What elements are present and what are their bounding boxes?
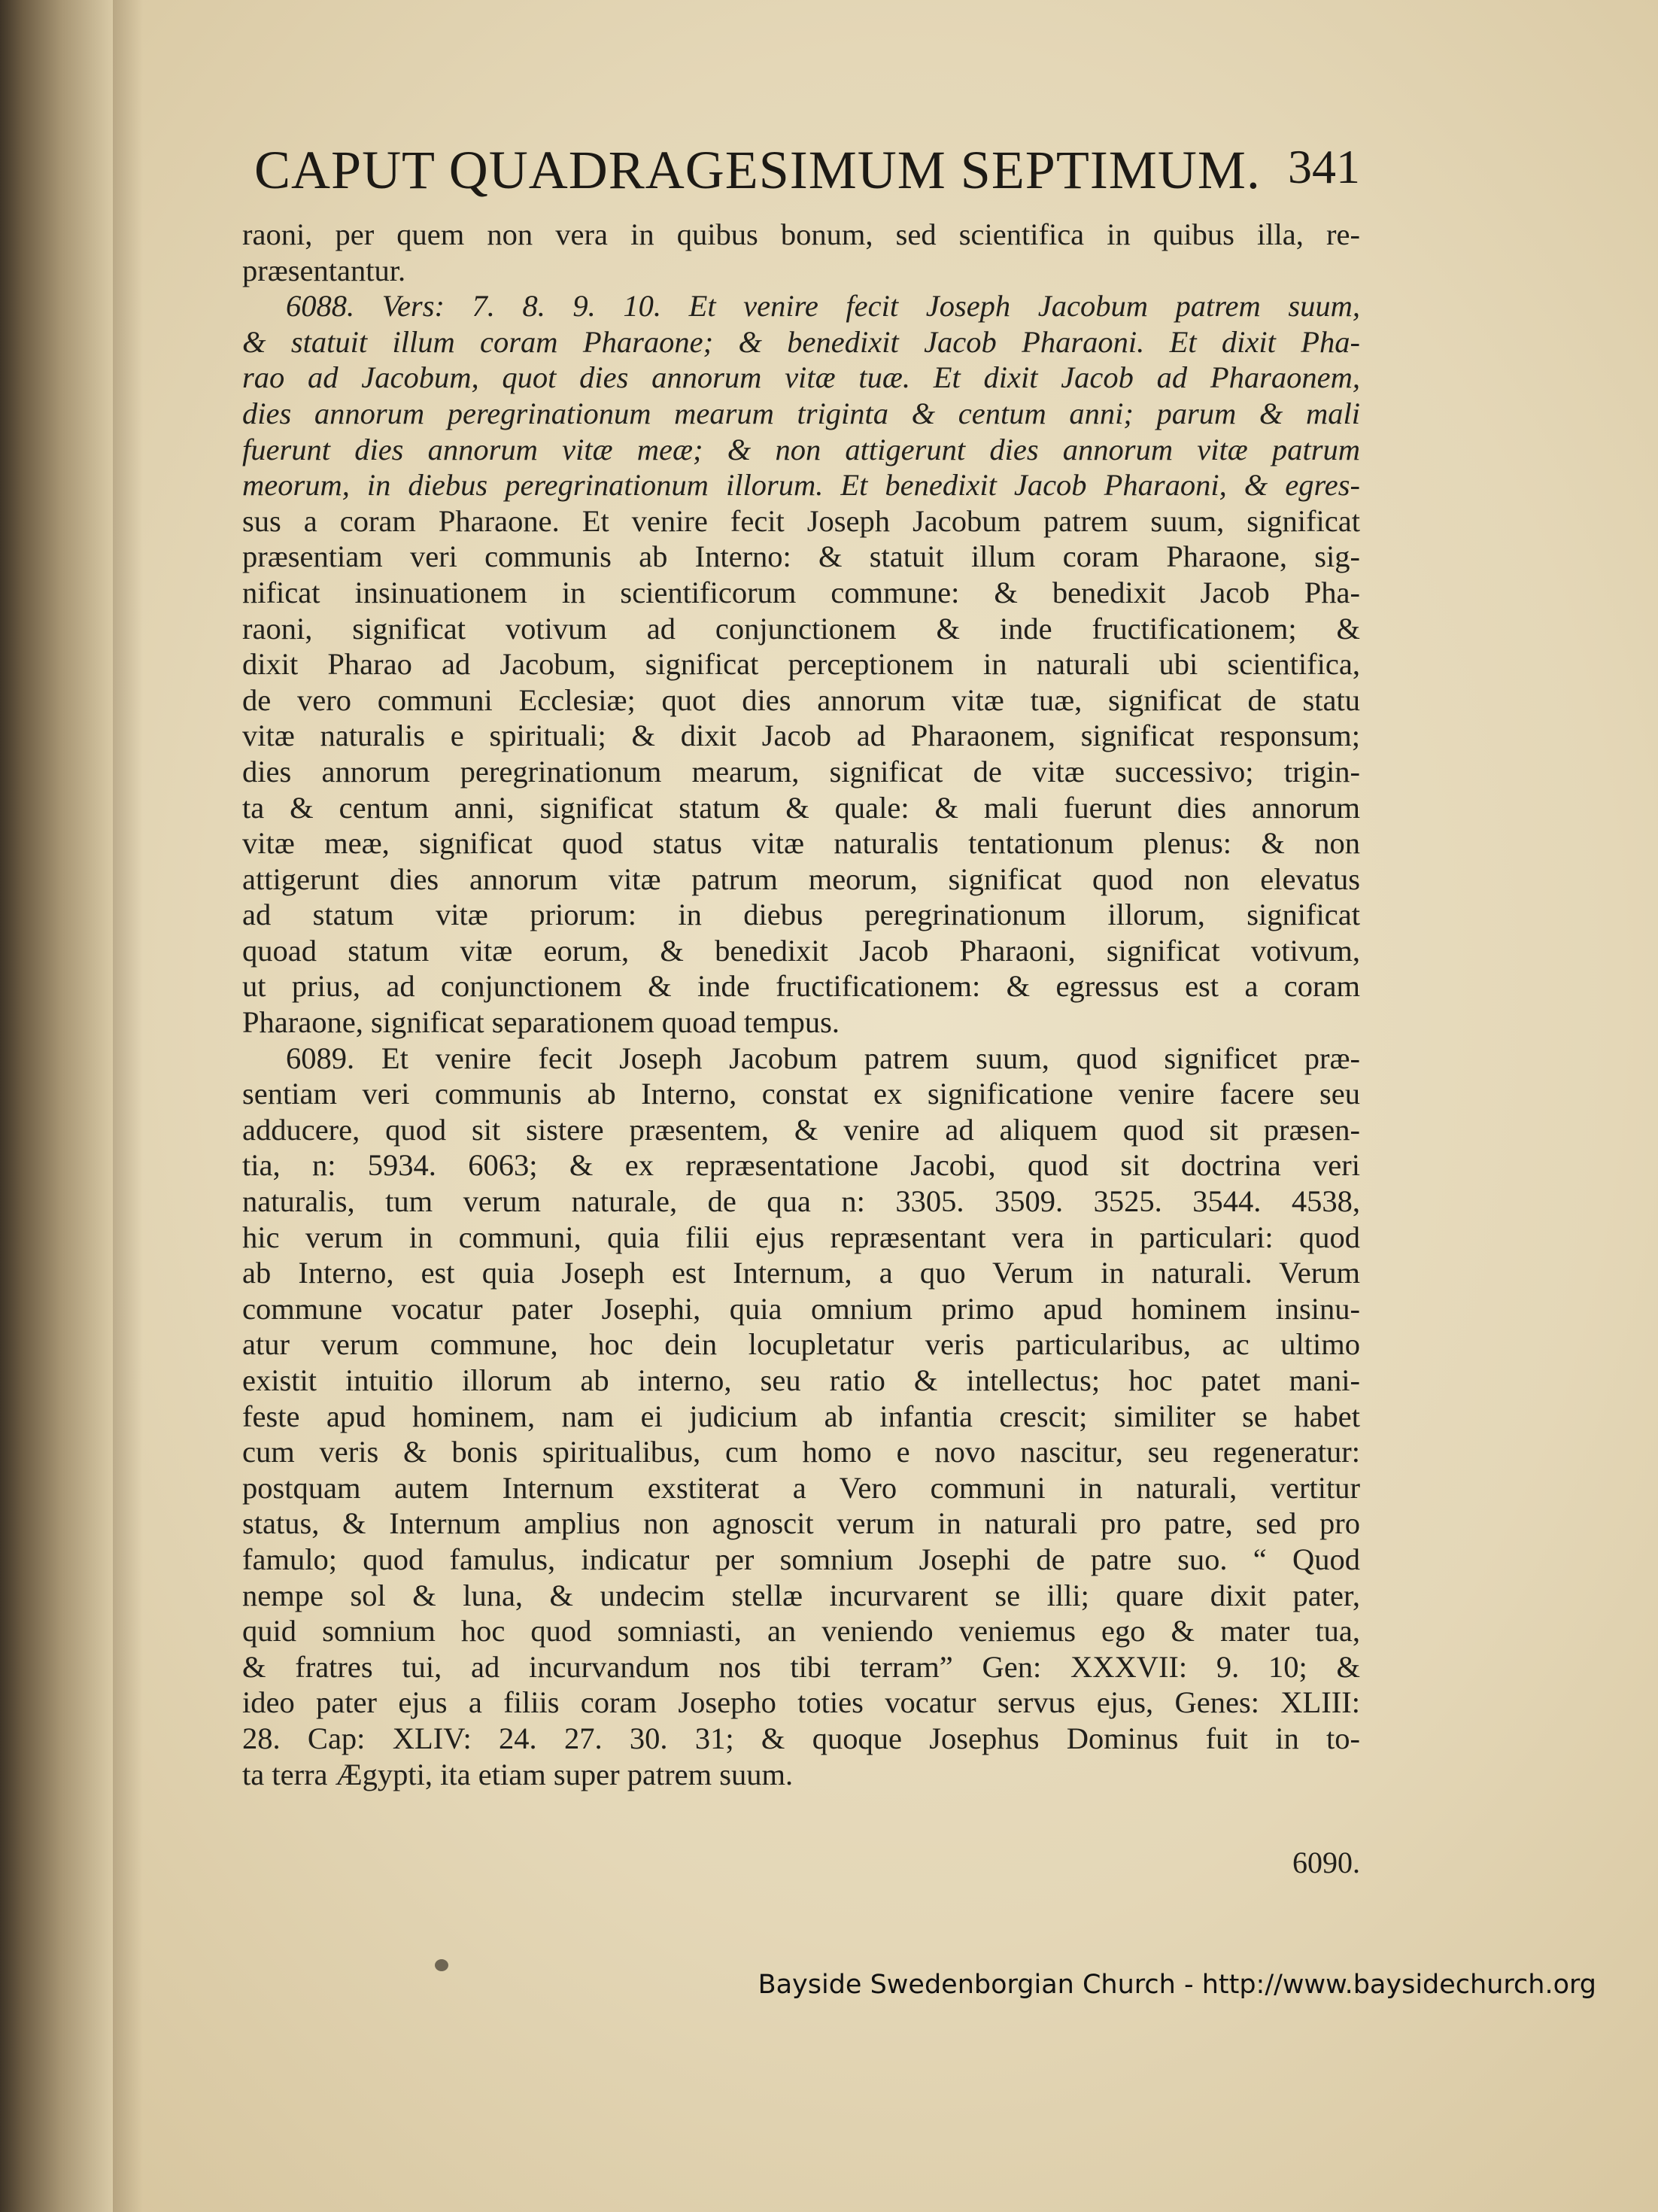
text-line: cum veris & bonis spiritualibus, cum homo e novo nascitur, seu regeneratur: — [242, 1435, 1360, 1469]
text-line: nificat insinuationem in scientificorum commune: & benedixit Jacob Pha- — [242, 575, 1360, 609]
text-line: Pharaone, significat separationem quoad tempus. — [242, 1005, 840, 1040]
text-line: ta terra Ægypti, ita etiam super patrem suum. — [242, 1757, 794, 1791]
text-line: dixit Pharao ad Jacobum, significat perceptionem in naturali ubi scientifica, — [242, 647, 1360, 682]
text-line: status, & Internum amplius non agnoscit verum in naturali pro patre, sed pro — [242, 1506, 1360, 1541]
text-line: fuerunt dies annorum vitæ meæ; & non attigerunt dies annorum vitæ patrum — [242, 432, 1360, 466]
text-line: ad statum vitæ priorum: in diebus peregrinationum illorum, significat — [242, 898, 1360, 932]
catchword: 6090. — [1292, 1846, 1360, 1879]
text-line: meorum, in diebus peregrinationum illorum. Et benedixit Jacob Pharaoni, & egres- — [242, 468, 1360, 503]
text-line: sus a coram Pharaone. Et venire fecit Joseph Jacobum patrem suum, significat — [242, 503, 1360, 538]
body-text — [242, 217, 1360, 1792]
text-line: de vero communi Ecclesiæ; quot dies annorum vitæ tuæ, significat de statu — [242, 682, 1360, 717]
text-line: adducere, quod sit sistere præsentem, & venire ad aliquem quod sit præsen- — [242, 1112, 1360, 1147]
page-number: 341 — [1288, 140, 1360, 193]
running-title: CAPUT QUADRAGESIMUM SEPTIMUM. — [254, 140, 1261, 200]
gutter-edge-shading — [113, 0, 143, 2212]
paragraph-6088-start: 6088. Vers: 7. 8. 9. 10. Et venire fecit Joseph Jacobum patrem suum, — [286, 289, 1360, 324]
text-line: præsentiam veri communis ab Interno: & statuit illum coram Pharaone, sig- — [242, 539, 1360, 574]
text-line: commune vocatur pater Josephi, quia omnium primo apud hominem insinu- — [242, 1291, 1360, 1326]
text-line: raoni, significat votivum ad conjunctionem & inde fructificationem; & — [242, 611, 1360, 646]
text-line: dies annorum peregrinationum mearum, significat de vitæ successivo; trigin- — [242, 754, 1360, 788]
text-line: rao ad Jacobum, quot dies annorum vitæ tuæ. Et dixit Jacob ad Pharaonem, — [242, 360, 1360, 395]
text-line: atur verum commune, hoc dein locupletatur veris particularibus, ac ultimo — [242, 1327, 1360, 1362]
text-line: ut prius, ad conjunctionem & inde fructificationem: & egressus est a coram — [242, 969, 1360, 1004]
text-line: dies annorum peregrinationum mearum triginta & centum anni; parum & mali — [242, 396, 1360, 430]
text-line: tia, n: 5934. 6063; & ex repræsentatione Jacobi, quod sit doctrina veri — [242, 1148, 1360, 1183]
text-line: 28. Cap: XLIV: 24. 27. 30. 31; & quoque Josephus Dominus fuit in to- — [242, 1721, 1360, 1755]
text-line: raoni, per quem non vera in quibus bonum, sed scientifica in quibus illa, re- — [242, 217, 1360, 251]
text-line: postquam autem Internum exstiterat a Vero communi in naturali, vertitur — [242, 1470, 1360, 1505]
page-header — [254, 139, 1360, 199]
text-line: existit intuitio illorum ab interno, seu ratio & intellectus; hoc patet mani- — [242, 1363, 1360, 1397]
text-line: vitæ meæ, significat quod status vitæ naturalis tentationum plenus: & non — [242, 826, 1360, 861]
text-line: hic verum in communi, quia filii ejus repræsentant vera in particulari: quod — [242, 1220, 1360, 1254]
text-line: famulo; quod famulus, indicatur per somnium Josephi de patre suo. “ Quod — [242, 1542, 1360, 1576]
text-line: & fratres tui, ad incurvandum nos tibi terram” Gen: XXXVII: 9. 10; & — [242, 1649, 1360, 1684]
source-watermark: Bayside Swedenborgian Church - http://www.baysidechurch.org — [758, 1970, 1596, 2000]
text-line: vitæ naturalis e spirituali; & dixit Jacob ad Pharaonem, significat responsum; — [242, 719, 1360, 753]
text-line: quid somnium hoc quod somniasti, an veniendo veniemus ego & mater tua, — [242, 1614, 1360, 1648]
ink-blot — [435, 1959, 448, 1971]
text-line: ideo pater ejus a filiis coram Josepho toties vocatur servus ejus, Genes: XLIII: — [242, 1685, 1360, 1720]
text-line: quoad statum vitæ eorum, & benedixit Jacob Pharaoni, significat votivum, — [242, 933, 1360, 968]
text-line: ta & centum anni, significat statum & quale: & mali fuerunt dies annorum — [242, 790, 1360, 825]
text-line: feste apud hominem, nam ei judicium ab infantia crescit; similiter se habet — [242, 1399, 1360, 1433]
text-line: naturalis, tum verum naturale, de qua n: 3305. 3509. 3525. 3544. 4538, — [242, 1184, 1360, 1219]
text-line: & statuit illum coram Pharaone; & benedixit Jacob Pharaoni. Et dixit Pha- — [242, 324, 1360, 359]
text-line: ab Interno, est quia Joseph est Internum, a quo Verum in naturali. Verum — [242, 1256, 1360, 1290]
text-line: nempe sol & luna, & undecim stellæ incurvarent se illi; quare dixit pater, — [242, 1578, 1360, 1612]
text-line: attigerunt dies annorum vitæ patrum meorum, significat quod non elevatus — [242, 861, 1360, 896]
paragraph-6089-start: 6089. Et venire fecit Joseph Jacobum patrem suum, quod significet præ- — [286, 1041, 1360, 1075]
text-line: sentiam veri communis ab Interno, constat ex significatione venire facere seu — [242, 1077, 1360, 1111]
text-line: præsentantur. — [242, 253, 406, 287]
book-gutter-shadow — [0, 0, 113, 2212]
